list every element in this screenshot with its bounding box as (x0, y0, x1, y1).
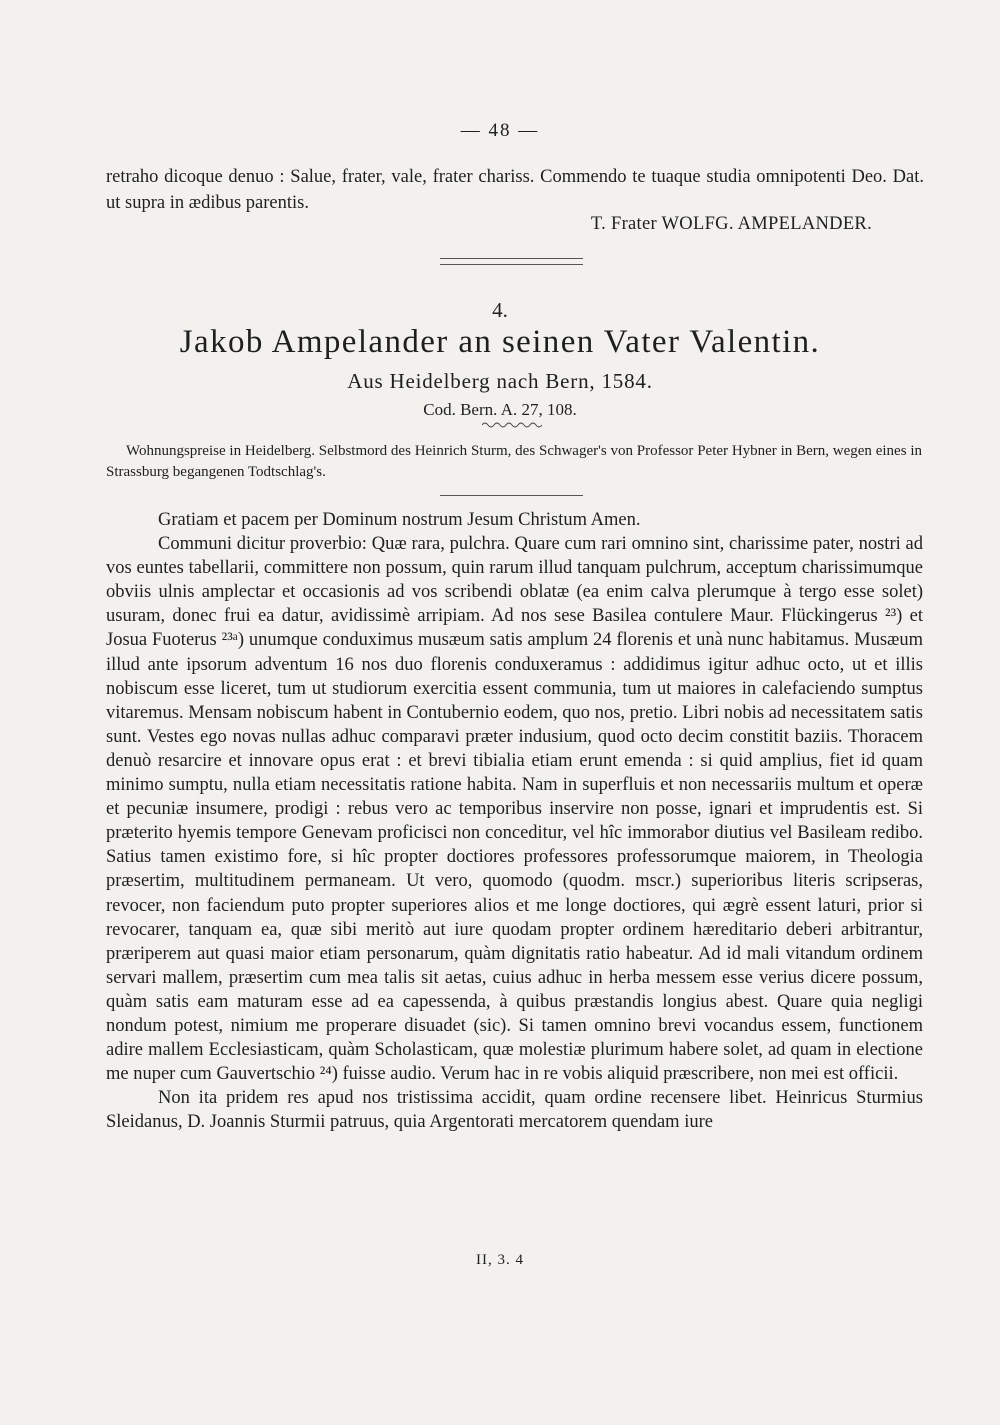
letter-subtitle: Aus Heidelberg nach Bern, 1584. (347, 369, 653, 393)
signature-mark: II, 3. 4 (476, 1252, 524, 1268)
body-paragraph: Communi dicitur proverbio: Quæ rara, pulchra. Quare cum rari omnino sint, charissime pater, nostri ad vos euntes tabellarii, committere non possum, quin rarum illud tanquam pulchrum, acceptum charissimumque obviis ulnis amplectar et occasionis ad vos scribendi oblatæ (ea enim calva plerumque à tergo esse solet) usuram, donec frui ea datur, avidissimè arripiam. Ad nos sese Basilea contulere Maur. Flückingerus ²³) et Josua Fuoterus ²³ᵃ) unumque conduximus musæum satis amplum 24 florenis et unà nunc habitamus. Musæum illud ante ipsorum adventum 16 nos duo florenis conduxeramus : addidimus igitur adhuc octo, ut et illis nobiscum esse liceret, tum ut studiorum exercitia essent communia, tum ut maiores in calefaciendo sumptus vitaremus. Mensam nobiscum habent in Contubernio eodem, quo nos, pretio. Libri nobis ad necessitatem satis sunt. Vestes ego novas nullas adhuc comparavi præter indusium, quod octo decim constitit baziis. Thoracem denuò resarcire et innovare opus erat : et brevi tibialia etiam erunt emenda : si quid amplius, fiet id quam minimo sumptu, nulla etiam necessitatis ratione habita. Nam in superfluis et non necessariis multum et operæ et pecuniæ insumere, prodigi : rebus vero ac temporibus inservire non posse, ignari et imprudentis est. Si præterito hyemis tempore Genevam proficisci non conceditur, vel hîc immorabor diutius vel Basileam redibo. Satius tamen existimo fore, si hîc propter doctiores professores professorumque maiorem, in Theologia præsertim, multitudinem permaneam. Ut vero, quomodo (quodm. mscr.) superioribus literis scripseras, revocer, non faciendum puto propter superiores alios et me longe doctiores, qui ægrè essent laturi, prior si revocarer, tanquam ea, quæ sibi meritò aut iure quodam propter ordinem hæreditario deberi arbitrantur, præriperem aut quasi maior etiam personarum, quàm dignitatis ratio habeatur. Ad id mali vitandum ordinem servari mallem, præsertim cum mea talis sit aetas, cuius adhuc in herba messem esse verius dicere possum, quàm satis eam maturam esse ad ea capessenda, à quibus præstandis longius abest. Quare quia negligi nondum potest, nimium me properare disuadet (sic). Si tamen omnino brevi vocandus essem, functionem adire mallem Ecclesiasticam, quàm Scholasticam, quæ molestiæ plurimum habere solet, ad quam in electione me nuper cum Gauvertschio ²⁴) fuisse audio. Verum hac in re vobis aliquid præscribere, non mei est officii. (106, 534, 923, 1085)
body-paragraph: Gratiam et pacem per Dominum nostrum Jesum Christum Amen. (158, 510, 641, 530)
previous-letter-text: retraho dicoque denuo : Salue, frater, vale, frater chariss. Commendo te tuaque studia omnipotenti Deo. Dat. ut supra in ædibus parentis. (106, 167, 924, 213)
letter-summary (106, 441, 922, 483)
ornament-squiggle (482, 421, 542, 429)
page-number: — 48 — (460, 120, 540, 141)
previous-letter-signature: T. Frater WOLFG. AMPELANDER. (590, 214, 872, 234)
section-divider (440, 258, 583, 265)
letter-number: 4. (492, 298, 508, 322)
body-paragraph: Non ita pridem res apud nos tristissima accidit, quam ordine recensere libet. Heinricus Sturmius Sleidanus, D. Joannis Sturmii patruus, quia Argentorati mercatorem quendam iure (106, 1088, 923, 1133)
summary-text: Wohnungspreise in Heidelberg. Selbstmord des Heinrich Sturm, des Schwager's von Professor Peter Hybner in Bern, wegen eines in Strassburg begangenen Todtschlag's. (106, 443, 922, 480)
previous-letter-ending (106, 164, 924, 216)
summary-divider (440, 495, 583, 496)
letter-body (106, 508, 923, 1134)
letter-title: Jakob Ampelander an seinen Vater Valentin. (179, 324, 821, 360)
letter-source: Cod. Bern. A. 27, 108. (423, 400, 577, 419)
